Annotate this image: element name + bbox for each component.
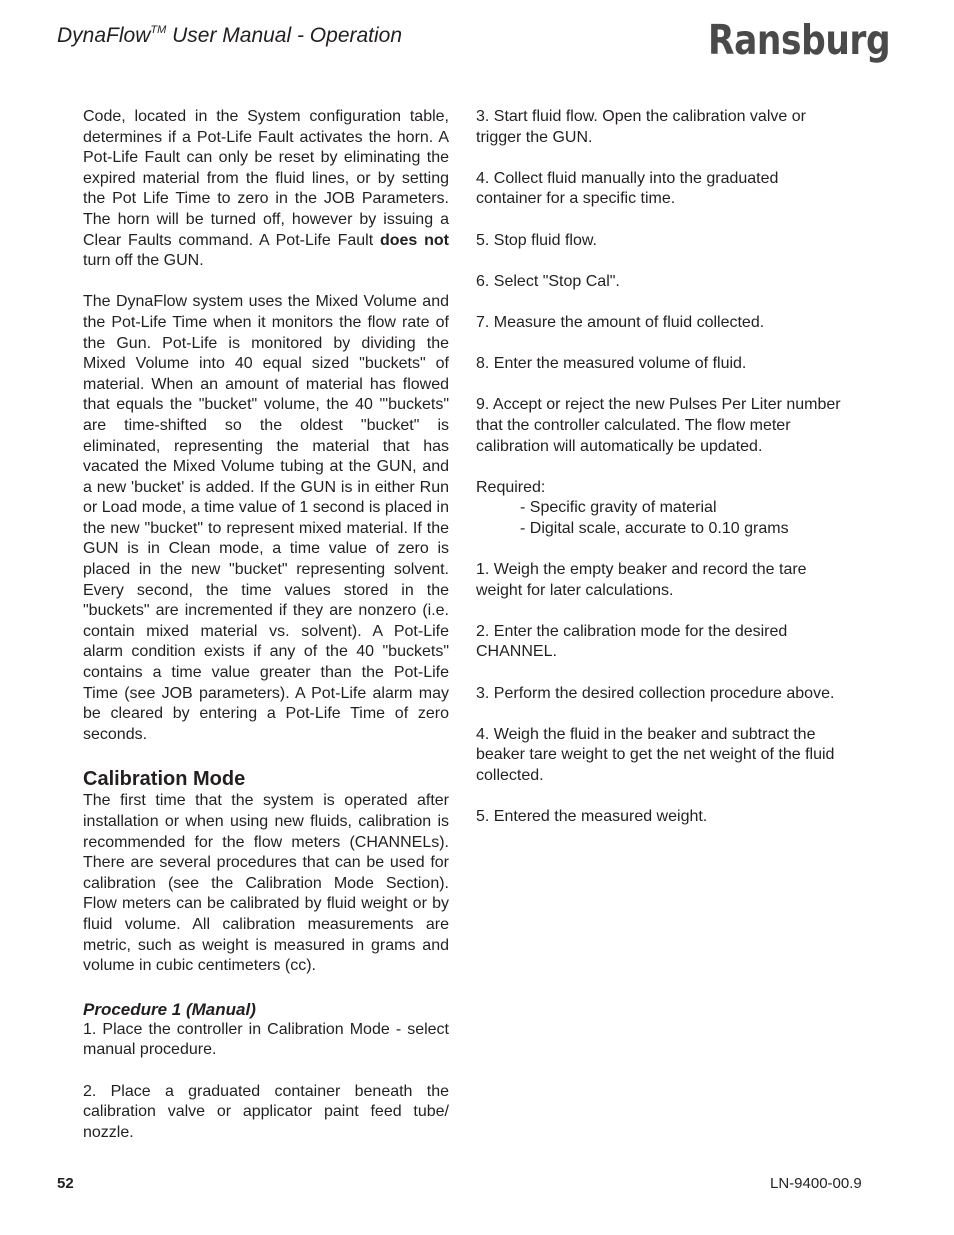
trademark-mark: TM <box>150 24 167 36</box>
paragraph-text-end: turn off the GUN. <box>83 252 204 270</box>
left-column <box>83 107 449 1143</box>
required-label: Required: <box>476 478 546 496</box>
procedure-step-6: 6. Select "Stop Cal". <box>476 272 620 290</box>
weigh-step-4: 4. Weigh the fluid in the beaker and subtract the beaker tare weight to get the net weight of the fluid collected. <box>476 725 835 784</box>
procedure-step-4: 4. Collect fluid manually into the graduated container for a specific time. <box>476 169 779 208</box>
procedure-step-2: 2. Place a graduated container beneath the calibration valve or applicator paint feed tube/ nozzle. <box>83 1082 449 1141</box>
procedure-step-5: 5. Stop fluid flow. <box>476 231 597 249</box>
emphasis-text: does not <box>379 231 449 249</box>
pot-life-monitor-paragraph: The DynaFlow system uses the Mixed Volume and the Pot-Life Time when it monitors the flow rate of the Gun. Pot-Life is monitored by dividing the Mixed Volume into 40 equal sized "buckets" of material. When an amount of material has flowed that equals the "bucket" volume, the 40 "'buckets" are time-shifted so the oldest "bucket" is eliminated, representing the material that has vacated the Mixed Volume tubing at the GUN, and a new 'bucket' is added. If the GUN is in either Run or Load mode, a time value of 1 second is placed in the new "bucket" to represent mixed material. If the GUN is in Clean mode, a time value of zero is placed in the new "bucket" representing solvent. Every second, the time values stored in the "buckets" are incremented if they are nonzero (i.e. contain mixed material vs. solvent). A Pot-Life alarm condition exists if any of the 40 "buckets" contains a time value greater than the Pot-Life Time (see JOB parameters). A Pot-Life alarm may be cleared by entering a Pot-Life Time of zero seconds. <box>83 293 449 743</box>
procedure-step-8: 8. Enter the measured volume of fluid. <box>476 355 747 373</box>
title-main: DynaFlow <box>57 24 151 47</box>
procedure-step-7: 7. Measure the amount of fluid collected. <box>476 313 765 331</box>
procedure-step-1: 1. Place the controller in Calibration Mode - select manual procedure. <box>83 1020 449 1059</box>
weigh-step-5: 5. Entered the measured weight. <box>476 808 708 826</box>
title-rest: User Manual - Operation <box>166 24 403 47</box>
pot-life-fault-paragraph <box>83 107 449 272</box>
procedure-step-3: 3. Start fluid flow. Open the calibration valve or trigger the GUN. <box>476 108 806 146</box>
ransburg-logo: Ransburg <box>708 16 891 64</box>
document-code: LN-9400-00.9 <box>770 1175 862 1192</box>
right-column <box>476 107 848 828</box>
procedure-step-9: 9. Accept or reject the new Pulses Per Liter number that the controller calculated. The flow meter calibration will automatically be updated. <box>476 396 841 455</box>
weigh-step-3: 3. Perform the desired collection procedure above. <box>476 684 835 702</box>
calibration-mode-heading: Calibration Mode <box>83 768 246 791</box>
weigh-step-1: 1. Weigh the empty beaker and record the tare weight for later calculations. <box>476 561 807 599</box>
page-header-title <box>57 24 402 48</box>
procedure-1-heading: Procedure 1 (Manual) <box>83 999 256 1019</box>
paragraph-text: Code, located in the System configuration table, determines if a Pot-Life Fault activates the horn. A Pot-Life Fault can only be reset by eliminating the expired material from the fluid lines, or by setting the Pot Life Time to zero in the JOB Parameters. The horn will be turned off, however by issuing a Clear Faults command. A Pot-Life Fault <box>83 108 449 249</box>
calibration-intro-paragraph: The first time that the system is operated after installation or when using new fluids, calibration is recommended for the flow meters (CHANNELs). There are several procedures that can be used for calibration (see the Calibration Mode Section). Flow meters can be calibrated by fluid weight or by fluid volume. All calibration measurements are metric, such as weight is measured in grams and volume in cubic centimeters (cc). <box>83 792 449 975</box>
weigh-step-2: 2. Enter the calibration mode for the desired CHANNEL. <box>476 622 788 661</box>
page-number: 52 <box>57 1175 74 1192</box>
required-item-scale: - Digital scale, accurate to 0.10 grams <box>520 519 789 537</box>
required-item-gravity: - Specific gravity of material <box>520 499 717 517</box>
